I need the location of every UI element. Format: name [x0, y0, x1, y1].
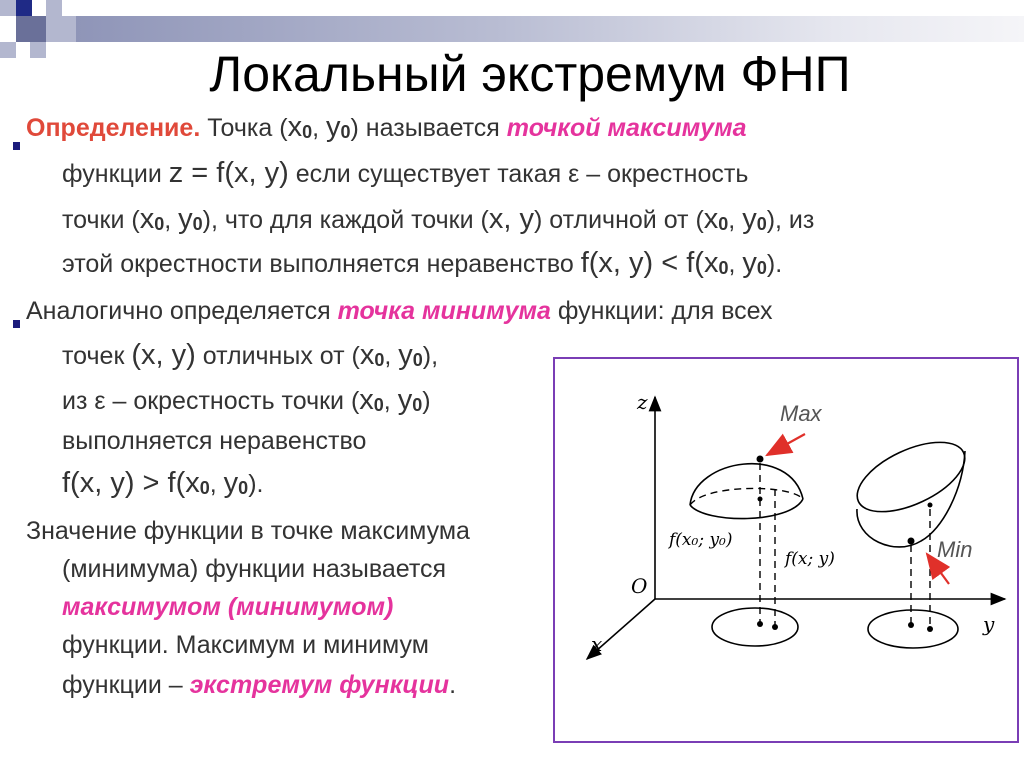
- decor-square: [16, 16, 46, 42]
- value-line-1: Значение функции в точке максимума: [26, 517, 470, 545]
- decor-square: [30, 42, 46, 58]
- analog-line-3: из ε – окрестность точки (x0, y0): [62, 384, 431, 416]
- max-dome-base-back: [690, 488, 803, 505]
- analog-line-5: f(x, y) > f(x0, y0).: [62, 467, 264, 499]
- min-point-term: точка минимума: [337, 297, 551, 325]
- value-line-2: (минимума) функции называется: [62, 555, 447, 583]
- max-label: Max: [780, 401, 822, 426]
- decor-square: [0, 42, 16, 58]
- min-bowl-body: [857, 451, 965, 547]
- inequality-max: f(x, y) < f(: [580, 247, 704, 279]
- origin-label: O: [631, 574, 648, 598]
- analog-line-1: Аналогично определяется точка минимума функции: для всех: [26, 297, 773, 325]
- inequality-min: f(x, y) > f(: [62, 467, 186, 499]
- max-projection-point: [757, 621, 763, 627]
- bullet-marker: [13, 142, 20, 150]
- bullet-marker: [13, 320, 20, 328]
- y-axis-label: y: [983, 612, 995, 636]
- definition-heading: Определение.: [26, 114, 201, 142]
- max-point-term: точкой максимума: [506, 114, 747, 142]
- min-label: Min: [937, 537, 973, 562]
- decor-square: [16, 0, 32, 16]
- max-arrow: [767, 434, 805, 455]
- extremum-term: экстремум функции: [189, 671, 450, 699]
- definition-line-4: этой окрестности выполняется неравенство f(x, y) < f(x0, y0).: [62, 247, 783, 279]
- value-line-5: функции – экстремум функции.: [62, 671, 457, 699]
- z-axis-label: z: [637, 390, 648, 414]
- min-bowl-rim: [847, 428, 975, 526]
- analog-line-4: выполняется неравенство: [62, 427, 367, 455]
- value-line-4: функции. Максимум и минимум: [62, 631, 429, 659]
- decor-square: [46, 0, 62, 16]
- definition-line-1: Определение. Точка (x0, y0) называется точкой максимума: [26, 111, 747, 143]
- definition-line-2: функции z = f(x, y) если существует такая ε – окрестность: [62, 157, 749, 189]
- max-projection-point-2: [772, 624, 778, 630]
- decor-square: [46, 16, 76, 42]
- max-dome: [690, 464, 803, 505]
- min-projection-point-2: [927, 626, 933, 632]
- max-point: [757, 456, 764, 463]
- max-min-term: максимумом (минимумом): [62, 593, 394, 621]
- min-rim-point: [928, 503, 933, 508]
- extremum-diagram: [555, 359, 1017, 741]
- max-neighborhood: [712, 608, 798, 646]
- definition-line-3: точки (x0, y0), что для каждой точки (x, y) отличной от (x0, y0), из: [62, 203, 815, 235]
- min-neighborhood: [868, 610, 958, 648]
- x-axis-label: x: [591, 632, 603, 656]
- slide-title: Локальный экстремум ФНП: [209, 46, 851, 102]
- max-dome-base-front: [690, 499, 803, 519]
- function-formula: z = f(x, y): [168, 157, 289, 189]
- min-point: [908, 538, 915, 545]
- min-projection-point: [908, 622, 914, 628]
- f-label: f(x; y): [785, 549, 835, 569]
- analog-line-2: точек (x, y) отличных от (x0, y0),: [62, 339, 439, 371]
- decor-square: [0, 0, 16, 16]
- extremum-figure: [553, 357, 1019, 743]
- value-line-3: [62, 590, 393, 624]
- f0-label: f(x₀; y₀): [669, 530, 733, 550]
